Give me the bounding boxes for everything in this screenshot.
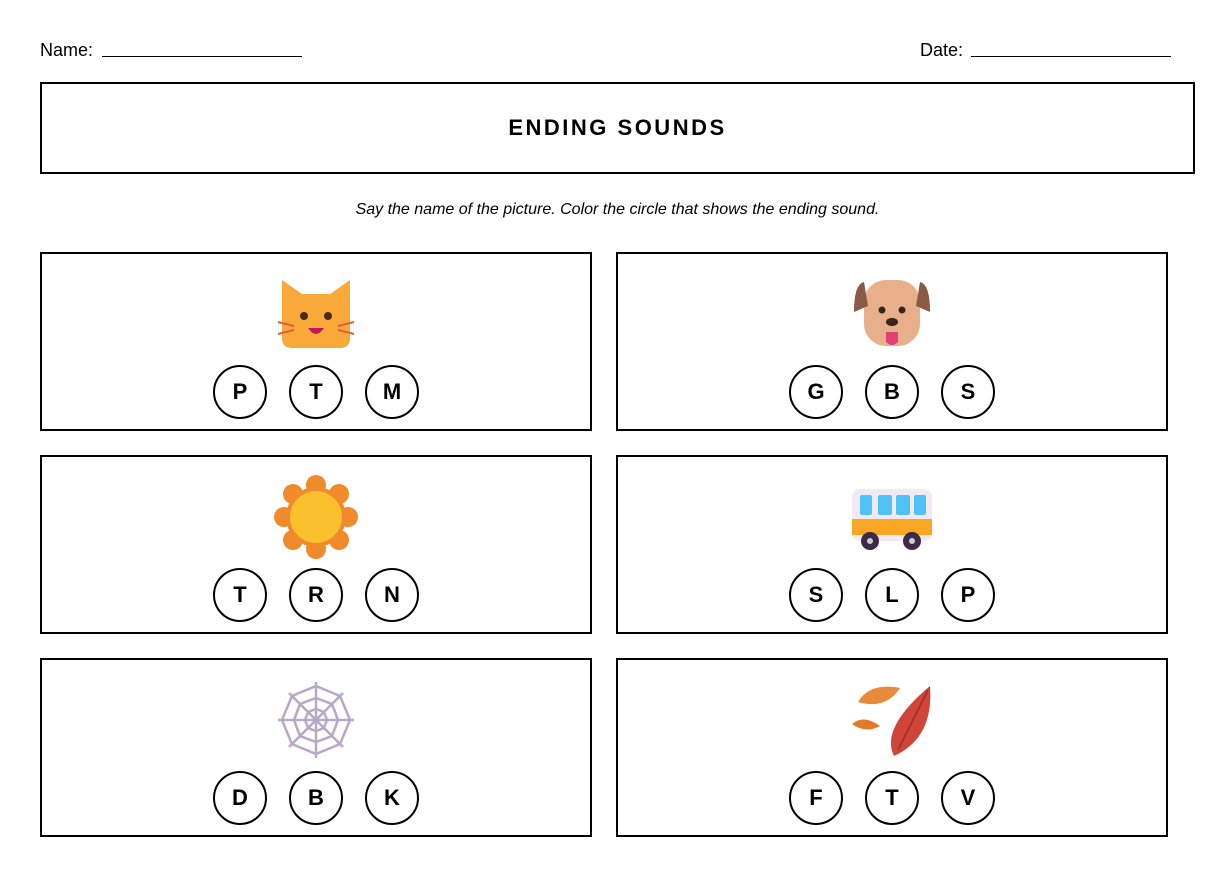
card-dog bbox=[616, 252, 1168, 431]
option-circle[interactable]: B bbox=[289, 771, 343, 825]
name-field[interactable] bbox=[102, 56, 302, 57]
name-label: Name: bbox=[40, 40, 94, 60]
card-leaf bbox=[616, 658, 1168, 837]
dog-icon bbox=[850, 272, 934, 356]
option-circle[interactable]: P bbox=[941, 568, 995, 622]
spider-web-icon bbox=[274, 678, 358, 762]
card-cat bbox=[40, 252, 592, 431]
title-box bbox=[40, 82, 1195, 174]
option-circle[interactable]: G bbox=[789, 365, 843, 419]
option-circle[interactable]: M bbox=[365, 365, 419, 419]
date-label: Date: bbox=[920, 40, 964, 60]
option-circle[interactable]: N bbox=[365, 568, 419, 622]
option-circle[interactable]: D bbox=[213, 771, 267, 825]
page-title: ENDING SOUNDS bbox=[508, 115, 727, 140]
option-circle[interactable]: P bbox=[213, 365, 267, 419]
option-circle[interactable]: R bbox=[289, 568, 343, 622]
option-circle[interactable]: S bbox=[789, 568, 843, 622]
option-circle[interactable]: K bbox=[365, 771, 419, 825]
date-field[interactable] bbox=[971, 56, 1171, 57]
card-sun bbox=[40, 455, 592, 634]
sun-icon bbox=[274, 475, 358, 559]
option-circle[interactable]: F bbox=[789, 771, 843, 825]
card-web bbox=[40, 658, 592, 837]
cat-icon bbox=[274, 272, 358, 356]
instructions: Say the name of the picture. Color the circle that shows the ending sound. bbox=[355, 201, 880, 218]
card-bus bbox=[616, 455, 1168, 634]
option-circle[interactable]: B bbox=[865, 365, 919, 419]
option-circle[interactable]: V bbox=[941, 771, 995, 825]
option-circle[interactable]: L bbox=[865, 568, 919, 622]
option-circle[interactable]: T bbox=[865, 771, 919, 825]
option-circle[interactable]: S bbox=[941, 365, 995, 419]
option-circle[interactable]: T bbox=[213, 568, 267, 622]
option-circle[interactable]: T bbox=[289, 365, 343, 419]
leaf-icon bbox=[850, 678, 934, 762]
bus-icon bbox=[850, 475, 934, 559]
